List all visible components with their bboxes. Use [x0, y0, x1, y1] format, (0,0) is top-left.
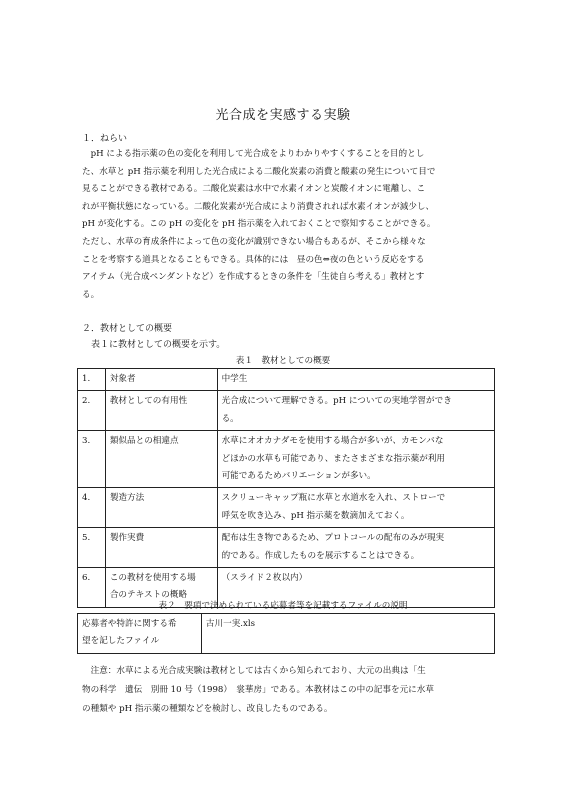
row-content: 中学生: [217, 369, 494, 391]
row-content: 配布は生き物であるため、プロトコールの配布のみが現実 的である。作成したものを展示することはできる。: [217, 528, 494, 568]
table-row: [78, 391, 495, 431]
row-content: 光合成について理解できる。pH についての実地学習ができ る。: [217, 391, 494, 431]
table-row: [78, 431, 495, 488]
paragraph-line: る。: [82, 289, 100, 300]
row-item: 類似品との相違点: [105, 431, 217, 488]
paragraph-line: pH が変化する。この pH の変化を pH 指示薬を入れておくことで察知することができる。: [82, 219, 436, 230]
paragraph-line: pH による指示薬の色の変化を利用して光合成をよりわかりやすくすることを目的とし: [82, 149, 425, 159]
paragraph-line: た、水草と pH 指示薬を利用した光合成による二酸化炭素の消費と酸素の発生について目で: [82, 166, 436, 177]
section-heading-overview: ２．教材としての概要: [82, 324, 173, 334]
row-content: 水草にオオカナダモを使用する場合が多いが、カモンバな どほかの水草も可能であり、またさまざまな指示薬が利用 可能であるためバリエーションが多い。: [217, 431, 494, 488]
row-item: この教材を使用する場 合のテキストの概略: [105, 568, 217, 608]
page-title: 光合成を実感する実験: [215, 108, 351, 123]
paragraph-line: アイテム（光合成ペンダントなど）を作成するときの条件を「生徒自ら考える」教材とす: [82, 272, 425, 283]
file-label: 応募者や特許に関する希 望を記したファイル: [78, 614, 202, 654]
row-number: 1.: [78, 369, 106, 391]
row-number: 3.: [78, 431, 106, 488]
row-number: 5.: [78, 528, 106, 568]
row-number: 6.: [78, 568, 106, 608]
aim-paragraph: [82, 146, 492, 304]
row-item: 製造方法: [105, 488, 217, 528]
applicant-file-table: [77, 613, 495, 654]
note-line: 物の科学 遺伝 別冊 10 号（1998） 裳華房」である。本教材はこの中の記事を元に水草: [82, 685, 434, 695]
table-row: [78, 369, 495, 391]
file-name: 古川一実.xls: [201, 614, 494, 654]
table-row: [78, 488, 495, 528]
overview-intro: 表１に教材としての概要を示す。: [82, 340, 226, 350]
overview-table: [77, 368, 495, 608]
row-number: 4.: [78, 488, 106, 528]
note-line: の種類や pH 指示薬の種類などを検討し、改良したものである。: [82, 704, 333, 714]
row-item: 製作実費: [105, 528, 217, 568]
table-row: [78, 614, 495, 654]
row-item: 教材としての有用性: [105, 391, 217, 431]
paragraph-line: ただし、水草の育成条件によって色の変化が識別できない場合もあるが、そこから様々な: [82, 236, 426, 247]
paragraph-line: ことを考察する道具となることもできる。具体的には 昼の色⇔夜の色という反応をする: [82, 254, 425, 265]
table2-caption: 表２ 要項で決められている応募者等を記載するファイルの説明: [158, 601, 408, 611]
paragraph-line: れが平衡状態になっている。二酸化炭素が光合成により消費されれば水素イオンが減少し、: [82, 201, 435, 212]
row-number: 2.: [78, 391, 106, 431]
row-content: （スライド２枚以内）: [217, 568, 494, 608]
paragraph-line: 見ることができる教材である。二酸化炭素は水中で水素イオンと炭酸イオンに電離し、こ: [82, 184, 426, 195]
row-content: スクリューキャップ瓶に水草と水道水を入れ、ストローで 呼気を吹き込み、pH 指示薬を数滴加えておく。: [217, 488, 494, 528]
table1-caption: 表１ 教材としての概要: [235, 356, 331, 366]
row-item: 対象者: [105, 369, 217, 391]
note-paragraph: [82, 662, 492, 719]
note-line: 注意：水草による光合成実験は教材としては古くから知られており、大元の出典は「生: [82, 666, 426, 676]
table-row: [78, 528, 495, 568]
section-heading-aim: １．ねらい: [82, 134, 128, 144]
